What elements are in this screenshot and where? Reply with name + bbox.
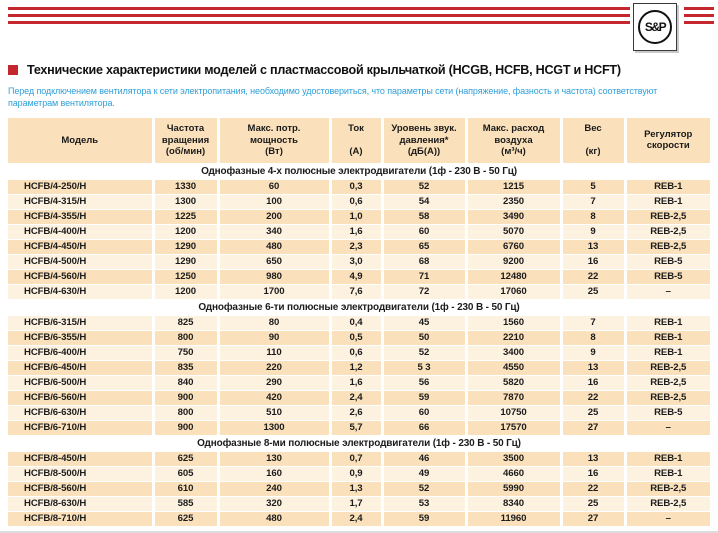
cell-current: 1,7 bbox=[330, 496, 382, 511]
cell-noise: 50 bbox=[382, 330, 466, 345]
table-row bbox=[8, 315, 710, 330]
cell-current: 5,7 bbox=[330, 420, 382, 435]
cell-weight: 22 bbox=[561, 269, 625, 284]
cell-airflow: 8340 bbox=[466, 496, 561, 511]
cell-weight: 7 bbox=[561, 315, 625, 330]
table-row bbox=[8, 451, 710, 466]
cell-model: HCFB/4-355/H bbox=[8, 209, 153, 224]
cell-airflow: 2210 bbox=[466, 330, 561, 345]
cell-airflow: 5990 bbox=[466, 481, 561, 496]
page-title: Технические характеристики моделей с пластмассовой крыльчаткой (HCGB, HCFB, HCGT и HCFT) bbox=[27, 63, 621, 77]
section-title: Однофазные 4-х полюсные электродвигатели (1ф - 230 В - 50 Гц) bbox=[8, 163, 710, 179]
cell-noise: 59 bbox=[382, 390, 466, 405]
cell-current: 0,9 bbox=[330, 466, 382, 481]
cell-current: 1,0 bbox=[330, 209, 382, 224]
cell-model: HCFB/8-560/H bbox=[8, 481, 153, 496]
cell-airflow: 9200 bbox=[466, 254, 561, 269]
cell-noise: 56 bbox=[382, 375, 466, 390]
cell-noise: 65 bbox=[382, 239, 466, 254]
cell-model: HCFB/6-630/H bbox=[8, 405, 153, 420]
cell-airflow: 4550 bbox=[466, 360, 561, 375]
cell-power: 1700 bbox=[218, 284, 330, 299]
cell-power: 160 bbox=[218, 466, 330, 481]
cell-noise: 58 bbox=[382, 209, 466, 224]
specs-table bbox=[8, 118, 710, 526]
header-row bbox=[8, 118, 710, 163]
cell-speed: 800 bbox=[153, 330, 218, 345]
cell-airflow: 4660 bbox=[466, 466, 561, 481]
section-title: Однофазные 8-ми полюсные электродвигатели (1ф - 230 В - 50 Гц) bbox=[8, 435, 710, 451]
cell-airflow: 2350 bbox=[466, 194, 561, 209]
column-header-speed: Частота вращения (об/мин) bbox=[153, 118, 218, 163]
brand-stripes-left bbox=[8, 7, 630, 28]
cell-current: 1,6 bbox=[330, 375, 382, 390]
cell-reg: REB-2,5 bbox=[625, 481, 710, 496]
cell-reg: – bbox=[625, 420, 710, 435]
cell-reg: REB-1 bbox=[625, 330, 710, 345]
cell-model: HCFB/6-500/H bbox=[8, 375, 153, 390]
cell-weight: 13 bbox=[561, 360, 625, 375]
cell-model: HCFB/6-355/H bbox=[8, 330, 153, 345]
cell-current: 0,4 bbox=[330, 315, 382, 330]
cell-reg: REB-1 bbox=[625, 451, 710, 466]
cell-weight: 8 bbox=[561, 209, 625, 224]
cell-power: 100 bbox=[218, 194, 330, 209]
cell-noise: 72 bbox=[382, 284, 466, 299]
cell-power: 80 bbox=[218, 315, 330, 330]
cell-noise: 52 bbox=[382, 481, 466, 496]
cell-airflow: 3490 bbox=[466, 209, 561, 224]
warning-note-line1: Перед подключением вентилятора к сети электропитания, необходимо удостовериться, что параметры сети (напряжение, фазность и частота) соответствуют bbox=[8, 86, 658, 96]
cell-airflow: 17570 bbox=[466, 420, 561, 435]
cell-airflow: 1215 bbox=[466, 179, 561, 194]
red-stripe bbox=[684, 14, 714, 17]
table-row bbox=[8, 360, 710, 375]
cell-power: 240 bbox=[218, 481, 330, 496]
red-stripe bbox=[8, 21, 630, 24]
cell-model: HCFB/8-450/H bbox=[8, 451, 153, 466]
cell-weight: 5 bbox=[561, 179, 625, 194]
warning-note-line2: параметрам вентилятора. bbox=[8, 98, 115, 108]
cell-speed: 610 bbox=[153, 481, 218, 496]
cell-weight: 8 bbox=[561, 330, 625, 345]
table-row bbox=[8, 179, 710, 194]
cell-current: 1,2 bbox=[330, 360, 382, 375]
cell-reg: REB-2,5 bbox=[625, 390, 710, 405]
cell-speed: 1330 bbox=[153, 179, 218, 194]
cell-model: HCFB/4-315/H bbox=[8, 194, 153, 209]
cell-weight: 27 bbox=[561, 420, 625, 435]
cell-reg: REB-5 bbox=[625, 269, 710, 284]
cell-current: 2,4 bbox=[330, 511, 382, 526]
cell-power: 90 bbox=[218, 330, 330, 345]
cell-weight: 16 bbox=[561, 466, 625, 481]
cell-current: 0,6 bbox=[330, 194, 382, 209]
cell-current: 1,6 bbox=[330, 224, 382, 239]
cell-airflow: 1560 bbox=[466, 315, 561, 330]
cell-current: 2,4 bbox=[330, 390, 382, 405]
cell-speed: 625 bbox=[153, 511, 218, 526]
cell-weight: 9 bbox=[561, 224, 625, 239]
cell-power: 480 bbox=[218, 511, 330, 526]
cell-weight: 7 bbox=[561, 194, 625, 209]
cell-reg: REB-2,5 bbox=[625, 224, 710, 239]
cell-weight: 22 bbox=[561, 390, 625, 405]
cell-current: 4,9 bbox=[330, 269, 382, 284]
cell-noise: 60 bbox=[382, 405, 466, 420]
cell-weight: 16 bbox=[561, 254, 625, 269]
cell-speed: 1225 bbox=[153, 209, 218, 224]
cell-noise: 45 bbox=[382, 315, 466, 330]
cell-noise: 52 bbox=[382, 345, 466, 360]
section-header-row bbox=[8, 435, 710, 451]
red-stripe bbox=[684, 21, 714, 24]
section-header-row bbox=[8, 163, 710, 179]
sp-logo-circle: S&P bbox=[638, 10, 672, 44]
table-row bbox=[8, 375, 710, 390]
cell-current: 7,6 bbox=[330, 284, 382, 299]
column-header-noise: Уровень звук. давления* (дБ(А)) bbox=[382, 118, 466, 163]
cell-power: 1300 bbox=[218, 420, 330, 435]
cell-reg: REB-1 bbox=[625, 345, 710, 360]
cell-airflow: 3400 bbox=[466, 345, 561, 360]
red-stripe bbox=[8, 7, 630, 10]
cell-noise: 53 bbox=[382, 496, 466, 511]
cell-power: 650 bbox=[218, 254, 330, 269]
table-row bbox=[8, 466, 710, 481]
cell-speed: 605 bbox=[153, 466, 218, 481]
cell-model: HCFB/8-630/H bbox=[8, 496, 153, 511]
cell-speed: 900 bbox=[153, 420, 218, 435]
cell-weight: 13 bbox=[561, 239, 625, 254]
cell-speed: 825 bbox=[153, 315, 218, 330]
cell-reg: REB-5 bbox=[625, 405, 710, 420]
cell-reg: – bbox=[625, 511, 710, 526]
cell-airflow: 5820 bbox=[466, 375, 561, 390]
cell-reg: REB-2,5 bbox=[625, 360, 710, 375]
cell-airflow: 5070 bbox=[466, 224, 561, 239]
cell-reg: REB-2,5 bbox=[625, 375, 710, 390]
cell-reg: REB-5 bbox=[625, 254, 710, 269]
cell-noise: 46 bbox=[382, 451, 466, 466]
cell-airflow: 12480 bbox=[466, 269, 561, 284]
cell-weight: 25 bbox=[561, 405, 625, 420]
cell-power: 60 bbox=[218, 179, 330, 194]
cell-noise: 52 bbox=[382, 179, 466, 194]
red-stripe bbox=[684, 7, 714, 10]
table-row bbox=[8, 224, 710, 239]
cell-reg: REB-1 bbox=[625, 194, 710, 209]
column-header-current: Ток (А) bbox=[330, 118, 382, 163]
cell-weight: 25 bbox=[561, 284, 625, 299]
cell-reg: REB-1 bbox=[625, 179, 710, 194]
cell-model: HCFB/6-315/H bbox=[8, 315, 153, 330]
cell-current: 0,7 bbox=[330, 451, 382, 466]
cell-power: 420 bbox=[218, 390, 330, 405]
cell-reg: REB-1 bbox=[625, 315, 710, 330]
table-row bbox=[8, 405, 710, 420]
cell-reg: REB-2,5 bbox=[625, 496, 710, 511]
cell-model: HCFB/6-560/H bbox=[8, 390, 153, 405]
cell-speed: 1200 bbox=[153, 284, 218, 299]
cell-power: 510 bbox=[218, 405, 330, 420]
cell-power: 290 bbox=[218, 375, 330, 390]
cell-current: 0,6 bbox=[330, 345, 382, 360]
cell-current: 2,3 bbox=[330, 239, 382, 254]
cell-noise: 66 bbox=[382, 420, 466, 435]
cell-speed: 625 bbox=[153, 451, 218, 466]
table-row bbox=[8, 496, 710, 511]
cell-power: 480 bbox=[218, 239, 330, 254]
cell-current: 0,3 bbox=[330, 179, 382, 194]
column-header-reg: Регулятор скорости bbox=[625, 118, 710, 163]
cell-speed: 1200 bbox=[153, 224, 218, 239]
cell-current: 2,6 bbox=[330, 405, 382, 420]
cell-speed: 840 bbox=[153, 375, 218, 390]
cell-speed: 835 bbox=[153, 360, 218, 375]
table-row bbox=[8, 330, 710, 345]
cell-speed: 1290 bbox=[153, 254, 218, 269]
cell-power: 320 bbox=[218, 496, 330, 511]
cell-model: HCFB/4-250/H bbox=[8, 179, 153, 194]
cell-weight: 16 bbox=[561, 375, 625, 390]
cell-current: 3,0 bbox=[330, 254, 382, 269]
cell-power: 980 bbox=[218, 269, 330, 284]
cell-model: HCFB/4-450/H bbox=[8, 239, 153, 254]
cell-power: 220 bbox=[218, 360, 330, 375]
table-row bbox=[8, 254, 710, 269]
cell-power: 200 bbox=[218, 209, 330, 224]
cell-noise: 59 bbox=[382, 511, 466, 526]
table-row bbox=[8, 239, 710, 254]
cell-airflow: 6760 bbox=[466, 239, 561, 254]
cell-weight: 27 bbox=[561, 511, 625, 526]
column-header-airflow: Макс. расход воздуха (м³/ч) bbox=[466, 118, 561, 163]
cell-airflow: 7870 bbox=[466, 390, 561, 405]
warning-note bbox=[8, 85, 708, 109]
cell-noise: 68 bbox=[382, 254, 466, 269]
table-row bbox=[8, 209, 710, 224]
cell-current: 1,3 bbox=[330, 481, 382, 496]
table-row bbox=[8, 269, 710, 284]
cell-noise: 54 bbox=[382, 194, 466, 209]
table-row bbox=[8, 194, 710, 209]
cell-weight: 13 bbox=[561, 451, 625, 466]
cell-model: HCFB/6-400/H bbox=[8, 345, 153, 360]
cell-current: 0,5 bbox=[330, 330, 382, 345]
cell-model: HCFB/6-450/H bbox=[8, 360, 153, 375]
cell-reg: REB-2,5 bbox=[625, 209, 710, 224]
cell-power: 110 bbox=[218, 345, 330, 360]
table-row bbox=[8, 345, 710, 360]
cell-model: HCFB/4-500/H bbox=[8, 254, 153, 269]
red-stripe bbox=[8, 14, 630, 17]
cell-power: 340 bbox=[218, 224, 330, 239]
cell-weight: 25 bbox=[561, 496, 625, 511]
cell-reg: – bbox=[625, 284, 710, 299]
cell-airflow: 11960 bbox=[466, 511, 561, 526]
cell-model: HCFB/8-710/H bbox=[8, 511, 153, 526]
table-row bbox=[8, 511, 710, 526]
cell-model: HCFB/4-630/H bbox=[8, 284, 153, 299]
cell-model: HCFB/4-400/H bbox=[8, 224, 153, 239]
cell-noise: 71 bbox=[382, 269, 466, 284]
cell-weight: 22 bbox=[561, 481, 625, 496]
cell-noise: 49 bbox=[382, 466, 466, 481]
cell-reg: REB-1 bbox=[625, 466, 710, 481]
cell-noise: 5 3 bbox=[382, 360, 466, 375]
cell-model: HCFB/4-560/H bbox=[8, 269, 153, 284]
cell-speed: 585 bbox=[153, 496, 218, 511]
cell-model: HCFB/8-500/H bbox=[8, 466, 153, 481]
cell-speed: 900 bbox=[153, 390, 218, 405]
cell-airflow: 17060 bbox=[466, 284, 561, 299]
cell-airflow: 10750 bbox=[466, 405, 561, 420]
section-title: Однофазные 6-ти полюсные электродвигатели (1ф - 230 В - 50 Гц) bbox=[8, 299, 710, 315]
table-row bbox=[8, 284, 710, 299]
cell-airflow: 3500 bbox=[466, 451, 561, 466]
cell-speed: 800 bbox=[153, 405, 218, 420]
table-row bbox=[8, 420, 710, 435]
cell-power: 130 bbox=[218, 451, 330, 466]
column-header-model: Модель bbox=[8, 118, 153, 163]
cell-speed: 1250 bbox=[153, 269, 218, 284]
cell-speed: 750 bbox=[153, 345, 218, 360]
section-heading bbox=[8, 63, 714, 77]
cell-noise: 60 bbox=[382, 224, 466, 239]
cell-speed: 1290 bbox=[153, 239, 218, 254]
table-row bbox=[8, 481, 710, 496]
brand-stripes-right bbox=[684, 7, 714, 28]
section-header-row bbox=[8, 299, 710, 315]
cell-reg: REB-2,5 bbox=[625, 239, 710, 254]
red-square-bullet-icon bbox=[8, 65, 18, 75]
cell-model: HCFB/6-710/H bbox=[8, 420, 153, 435]
sp-logo bbox=[633, 3, 677, 51]
column-header-power: Макс. потр. мощность (Вт) bbox=[218, 118, 330, 163]
cell-speed: 1300 bbox=[153, 194, 218, 209]
table-row bbox=[8, 390, 710, 405]
cell-weight: 9 bbox=[561, 345, 625, 360]
column-header-weight: Вес (кг) bbox=[561, 118, 625, 163]
